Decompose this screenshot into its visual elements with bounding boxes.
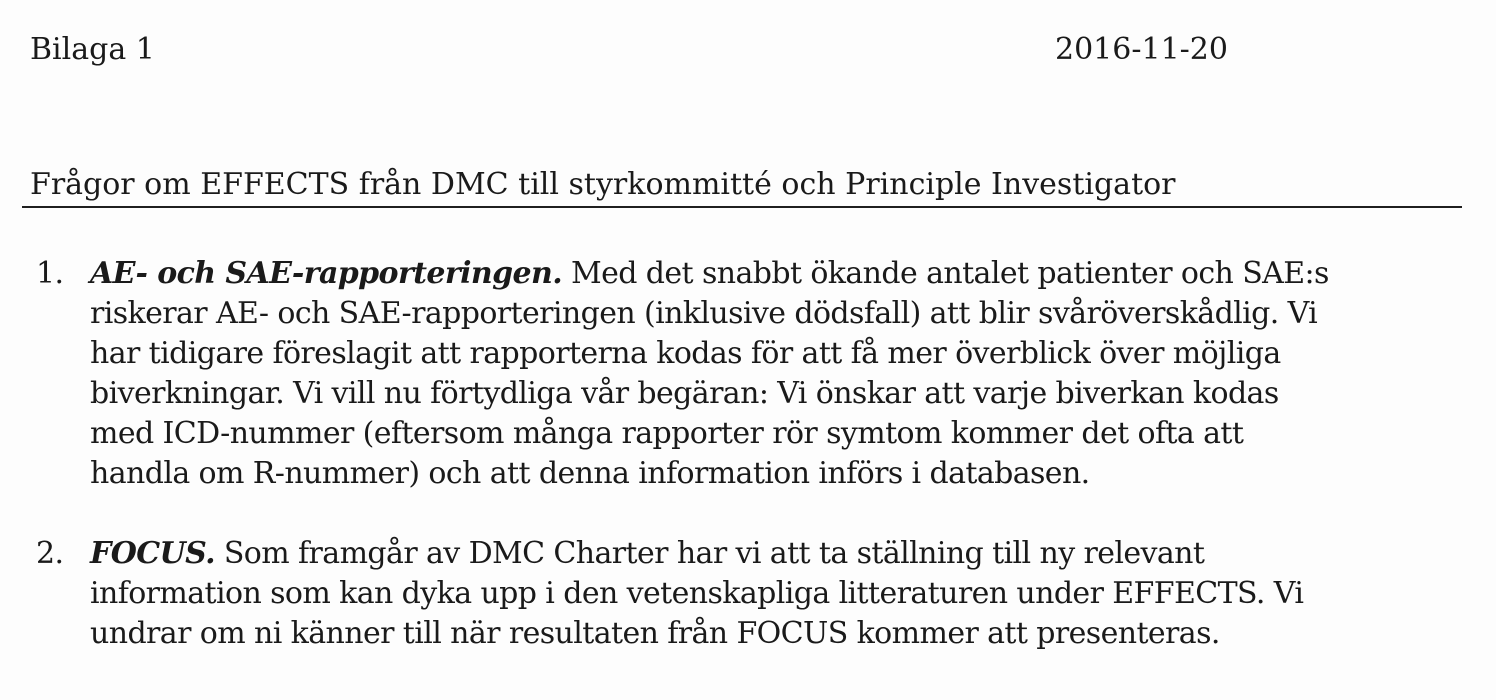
item-text: handla om R-nummer) och att denna information införs i databasen. xyxy=(90,456,1090,491)
document-title: Frågor om EFFECTS från DMC till styrkommitté och Principle Investigator xyxy=(30,167,1176,202)
item-text: Som framgår av DMC Charter har vi att ta ställning till ny relevant xyxy=(214,536,1205,571)
item-heading: FOCUS. xyxy=(90,536,215,571)
attachment-label: Bilaga 1 xyxy=(30,32,155,67)
question-list xyxy=(36,254,1476,654)
document-date: 2016-11-20 xyxy=(1055,32,1228,67)
item-text: biverkningar. Vi vill nu förtydliga vår begäran: Vi önskar att varje biverkan kodas xyxy=(90,376,1279,411)
item-line xyxy=(90,254,1476,294)
list-item xyxy=(36,534,1476,654)
item-text: riskerar AE- och SAE-rapporteringen (inklusive dödsfall) att blir svåröverskådlig. Vi xyxy=(90,296,1318,331)
item-text: har tidigare föreslagit att rapporterna kodas för att få mer överblick över möjliga xyxy=(90,336,1281,371)
title-underline xyxy=(22,206,1462,208)
item-text: med ICD-nummer (eftersom många rapporter rör symtom kommer det ofta att xyxy=(90,416,1244,451)
list-item xyxy=(36,254,1476,494)
item-text: information som kan dyka upp i den vetenskapliga litteraturen under EFFECTS. Vi xyxy=(90,576,1304,611)
item-heading: AE- och SAE-rapporteringen. xyxy=(90,256,563,291)
item-line xyxy=(90,534,1476,574)
item-number: 2. xyxy=(36,536,64,571)
item-text: Med det snabbt ökande antalet patienter och SAE:s xyxy=(562,256,1329,291)
item-text: undrar om ni känner till när resultaten från FOCUS kommer att presenteras. xyxy=(90,616,1220,651)
item-number: 1. xyxy=(36,256,64,291)
